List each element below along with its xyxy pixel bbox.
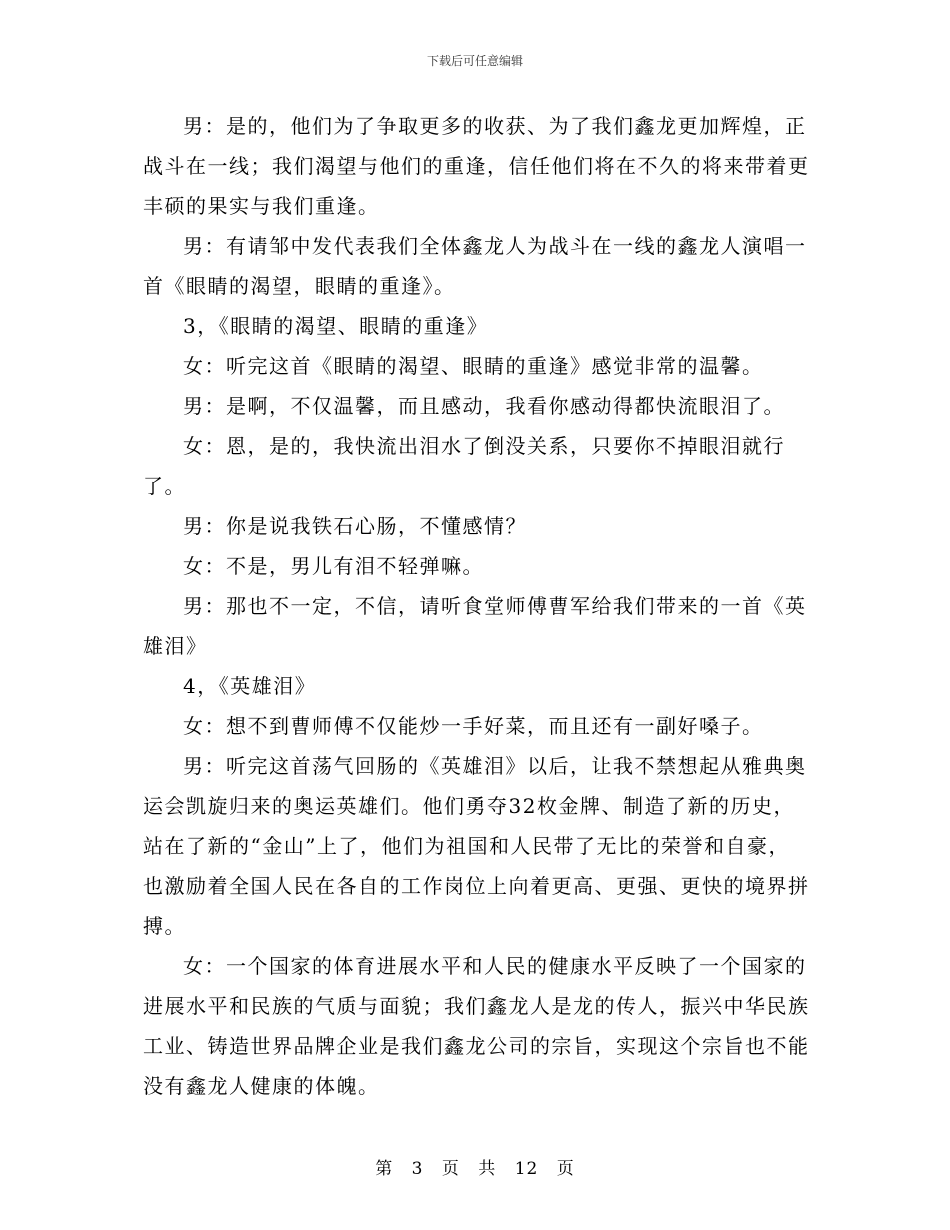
paragraph: 男：那也不一定，不信，请听食堂师傅曹军给我们带来的一首《英雄泪》 bbox=[143, 594, 807, 658]
footer-di: 第 bbox=[375, 1159, 394, 1179]
footer-ye: 页 bbox=[441, 1159, 460, 1179]
page-header: 下载后可任意编辑 bbox=[426, 54, 523, 68]
footer-page-number: 3 bbox=[411, 1159, 424, 1179]
footer-gong: 共 bbox=[478, 1159, 497, 1179]
paragraph: 女：听完这首《眼睛的渴望、眼睛的重逢》感觉非常的温馨。 bbox=[183, 354, 764, 378]
paragraph: 女：不是，男儿有泪不轻弹嘛。 bbox=[183, 554, 484, 578]
footer-ye-2: 页 bbox=[556, 1159, 575, 1179]
paragraph: 男：是啊，不仅温馨，而且感动，我看你感动得都快流眼泪了。 bbox=[183, 394, 785, 418]
paragraph: 男：听完这首荡气回肠的《英雄泪》以后，让我不禁想起从雅典奥运会凯旋归来的奥运英雄们。他们勇夺32枚金牌、制造了新的历史，站在了新的“金山”上了，他们为祖国和人民带了无比的荣誉和自豪，也激励着全国人民在各自的工作岗位上向着更高、更强、更快的境界拼搏。 bbox=[143, 754, 810, 938]
section-heading: 3，《眼睛的渴望、眼睛的重逢》 bbox=[183, 314, 489, 338]
paragraph: 男：你是说我铁石心肠，不懂感情？ bbox=[183, 514, 527, 538]
paragraph: 男：有请邹中发代表我们全体鑫龙人为战斗在一线的鑫龙人演唱一首《眼睛的渴望，眼睛的重逢》。 bbox=[143, 234, 807, 298]
paragraph: 女：想不到曹师傅不仅能炒一手好菜，而且还有一副好嗓子。 bbox=[183, 714, 764, 738]
paragraph: 男：是的，他们为了争取更多的收获、为了我们鑫龙更加辉煌，正战斗在一线；我们渴望与他们的重逢，信任他们将在不久的将来带着更丰硕的果实与我们重逢。 bbox=[143, 114, 810, 218]
document-body bbox=[143, 106, 811, 1106]
section-heading: 4，《英雄泪》 bbox=[183, 674, 317, 698]
footer-total-pages: 12 bbox=[514, 1159, 539, 1179]
paragraph: 女：恩，是的，我快流出泪水了倒没关系，只要你不掉眼泪就行了。 bbox=[143, 434, 785, 498]
paragraph: 女：一个国家的体育进展水平和人民的健康水平反映了一个国家的进展水平和民族的气质与面貌；我们鑫龙人是龙的传人，振兴中华民族工业、铸造世界品牌企业是我们鑫龙公司的宗旨，实现这个宗旨也不能没有鑫龙人健康的体魄。 bbox=[143, 954, 810, 1098]
page-footer bbox=[0, 1154, 950, 1179]
